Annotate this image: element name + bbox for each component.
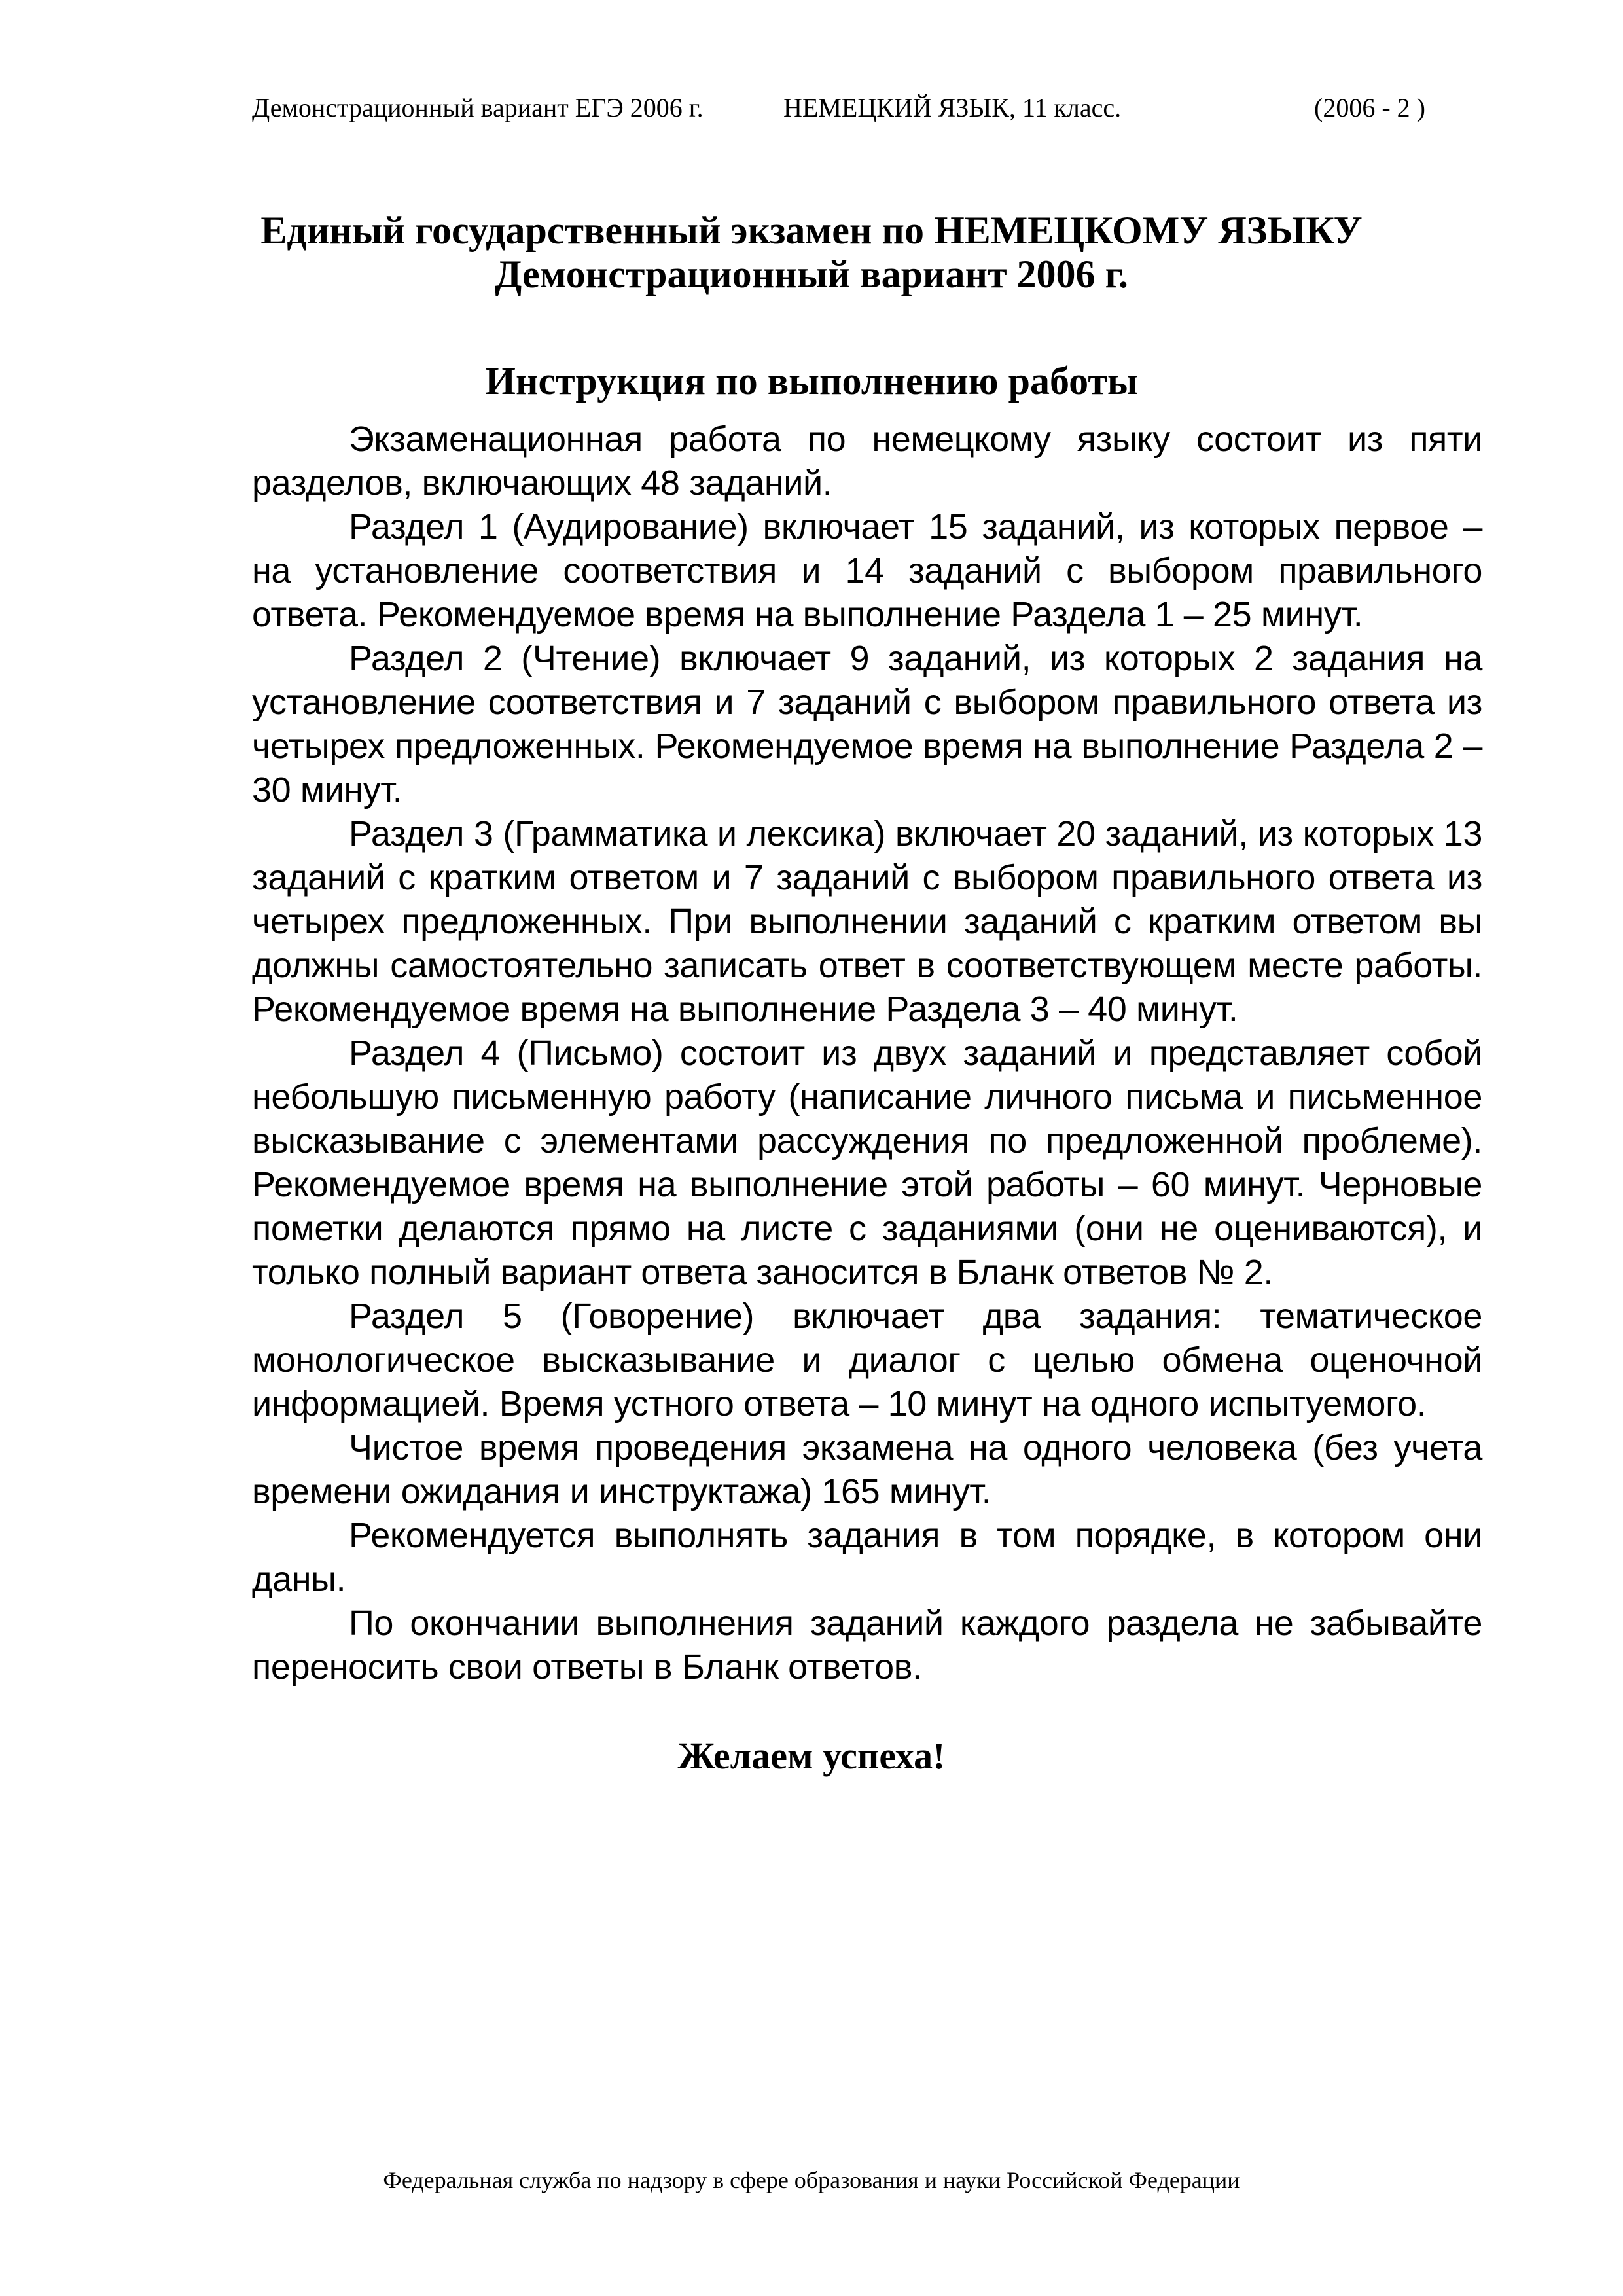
paragraph-section-2: Раздел 2 (Чтение) включает 9 заданий, из которых 2 задания на установление соответствия и 7 заданий с выбором правильного ответа из четырех предложенных. Рекомендуемое время на выполнение Раздела 2 – 30 минут. bbox=[252, 639, 1482, 810]
paragraph-answer-sheet: По окончании выполнения заданий каждого раздела не забывайте переносить свои ответы в Бланк ответов. bbox=[252, 1604, 1482, 1687]
page-subtitle: Демонстрационный вариант 2006 г. bbox=[494, 253, 1129, 296]
header-page-number: (2006 - 2 ) bbox=[1314, 93, 1425, 122]
paragraph-total-time: Чистое время проведения экзамена на одного человека (без учета времени ожидания и инструктажа) 165 минут. bbox=[252, 1428, 1482, 1511]
header-subject-label: НЕМЕЦКИЙ ЯЗЫК, 11 класс. bbox=[783, 93, 1122, 122]
paragraph-section-4: Раздел 4 (Письмо) состоит из двух заданий и представляет собой небольшую письменную работу (написание личного письма и письменное высказывание с элементами рассуждения по предложенной проблеме). Рекомендуемое время на выполнение этой работы – 60 минут. Черновые пометки делаются прямо на листе с заданиями (они не оцениваются), и только полный вариант ответа заносится в Бланк ответов № 2. bbox=[252, 1033, 1482, 1292]
paragraph-section-3: Раздел 3 (Грамматика и лексика) включает 20 заданий, из которых 13 заданий с кратким ответом и 7 заданий с выбором правильного ответа из четырех предложенных. При выполнении заданий с кратким ответом вы должны самостоятельно записать ответ в соответствующем месте работы. Рекомендуемое время на выполнение Раздела 3 – 40 минут. bbox=[252, 814, 1482, 1029]
paragraph-section-1: Раздел 1 (Аудирование) включает 15 заданий, из которых первое – на установление соответствия и 14 заданий с выбором правильного ответа. Рекомендуемое время на выполнение Раздела 1 – 25 минут. bbox=[252, 507, 1482, 634]
paragraph-section-5: Раздел 5 (Говорение) включает два задания: тематическое монологическое высказывание и диалог с целью обмена оценочной информацией. Время устного ответа – 10 минут на одного испытуемого. bbox=[252, 1297, 1482, 1424]
instruction-heading: Инструкция по выполнению работы bbox=[485, 359, 1138, 403]
header-document-label: Демонстрационный вариант ЕГЭ 2006 г. bbox=[252, 93, 704, 122]
closing-wish: Желаем успеха! bbox=[677, 1734, 946, 1777]
instruction-body bbox=[252, 418, 1482, 1689]
page-footer: Федеральная служба по надзору в сфере образования и науки Российской Федерации bbox=[383, 2167, 1240, 2193]
paragraph-overview: Экзаменационная работа по немецкому языку состоит из пяти разделов, включающих 48 заданий. bbox=[252, 420, 1482, 503]
page-title: Единый государственный экзамен по НЕМЕЦКОМУ ЯЗЫКУ bbox=[260, 209, 1363, 252]
paragraph-order: Рекомендуется выполнять задания в том порядке, в котором они даны. bbox=[252, 1516, 1482, 1599]
